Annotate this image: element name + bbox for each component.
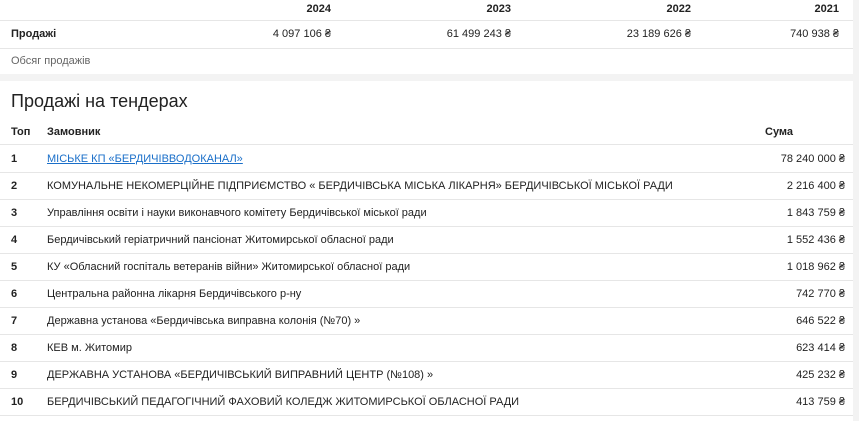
row-rank: 3 [11,207,18,219]
customer-link[interactable]: МІСЬКЕ КП «БЕРДИЧІВВОДОКАНАЛ» [47,153,243,165]
row-rank: 1 [11,153,18,165]
years-header-row [0,0,853,21]
sales-value: 61 499 243 ₴ [446,28,511,40]
row-sum: 1 018 962 ₴ [786,261,845,273]
row-sum: 425 232 ₴ [796,369,845,381]
sales-row-label: Продажі [11,28,57,40]
table-row [0,199,853,227]
column-header-sum: Сума [765,126,794,138]
row-sum: 78 240 000 ₴ [780,153,845,165]
year-header: 2024 [306,3,331,15]
customer-name: Центральна районна лікарня Бердичівського р-ну [47,288,302,300]
sales-volume-caption: Обсяг продажів [11,55,91,67]
year-header: 2021 [814,3,839,15]
table-row [0,145,853,173]
row-rank: 9 [11,369,18,381]
tenders-table-header [0,118,853,145]
customer-name: БЕРДИЧІВСЬКИЙ ПЕДАГОГІЧНИЙ ФАХОВИЙ КОЛЕДЖ ЖИТОМИРСЬКОЇ ОБЛАСНОЇ РАДИ [47,396,520,408]
sales-value: 4 097 106 ₴ [272,28,331,40]
row-rank: 2 [11,180,18,192]
customer-name: КЕВ м. Житомир [47,342,132,354]
year-header: 2022 [666,3,691,15]
row-sum: 2 216 400 ₴ [786,180,845,192]
customer-name: Державна установа «Бердичівська виправна колонія (№70) » [47,315,361,327]
sales-value: 740 938 ₴ [790,28,839,40]
row-sum: 623 414 ₴ [796,342,845,354]
customer-name: КУ «Обласний госпіталь ветеранів війни» Житомирської обласної ради [47,261,411,273]
row-rank: 5 [11,261,18,273]
row-sum: 1 552 436 ₴ [786,234,845,246]
table-row [0,280,853,308]
table-row [0,361,853,389]
table-row [0,388,853,416]
column-header-top: Топ [11,126,31,138]
customer-name: ДЕРЖАВНА УСТАНОВА «БЕРДИЧІВСЬКИЙ ВИПРАВНИЙ ЦЕНТР (№108) » [47,369,434,381]
table-row [0,307,853,335]
sales-summary-card [0,0,853,74]
sales-row [0,21,853,49]
table-row [0,334,853,362]
row-sum: 742 770 ₴ [796,288,845,300]
row-rank: 6 [11,288,18,300]
table-row [0,226,853,254]
column-header-customer: Замовник [47,126,101,138]
row-sum: 646 522 ₴ [796,315,845,327]
row-rank: 10 [11,396,24,408]
year-header: 2023 [486,3,511,15]
row-rank: 7 [11,315,18,327]
row-sum: 1 843 759 ₴ [786,207,845,219]
table-row [0,172,853,200]
tenders-card [0,81,853,421]
row-rank: 8 [11,342,18,354]
tenders-title: Продажі на тендерах [11,91,188,111]
customer-name: Бердичівський геріатричний пансіонат Житомирської обласної ради [47,234,394,246]
sales-value: 23 189 626 ₴ [626,28,691,40]
row-rank: 4 [11,234,18,246]
table-row [0,253,853,281]
row-sum: 413 759 ₴ [796,396,845,408]
customer-name: Управління освіти і науки виконавчого комітету Бердичівської міської ради [47,207,427,219]
customer-name: КОМУНАЛЬНЕ НЕКОМЕРЦІЙНЕ ПІДПРИЄМСТВО « БЕРДИЧІВСЬКА МІСЬКА ЛІКАРНЯ» БЕРДИЧІВСЬКОЇ МІСЬКОЇ РАДИ [47,180,673,192]
